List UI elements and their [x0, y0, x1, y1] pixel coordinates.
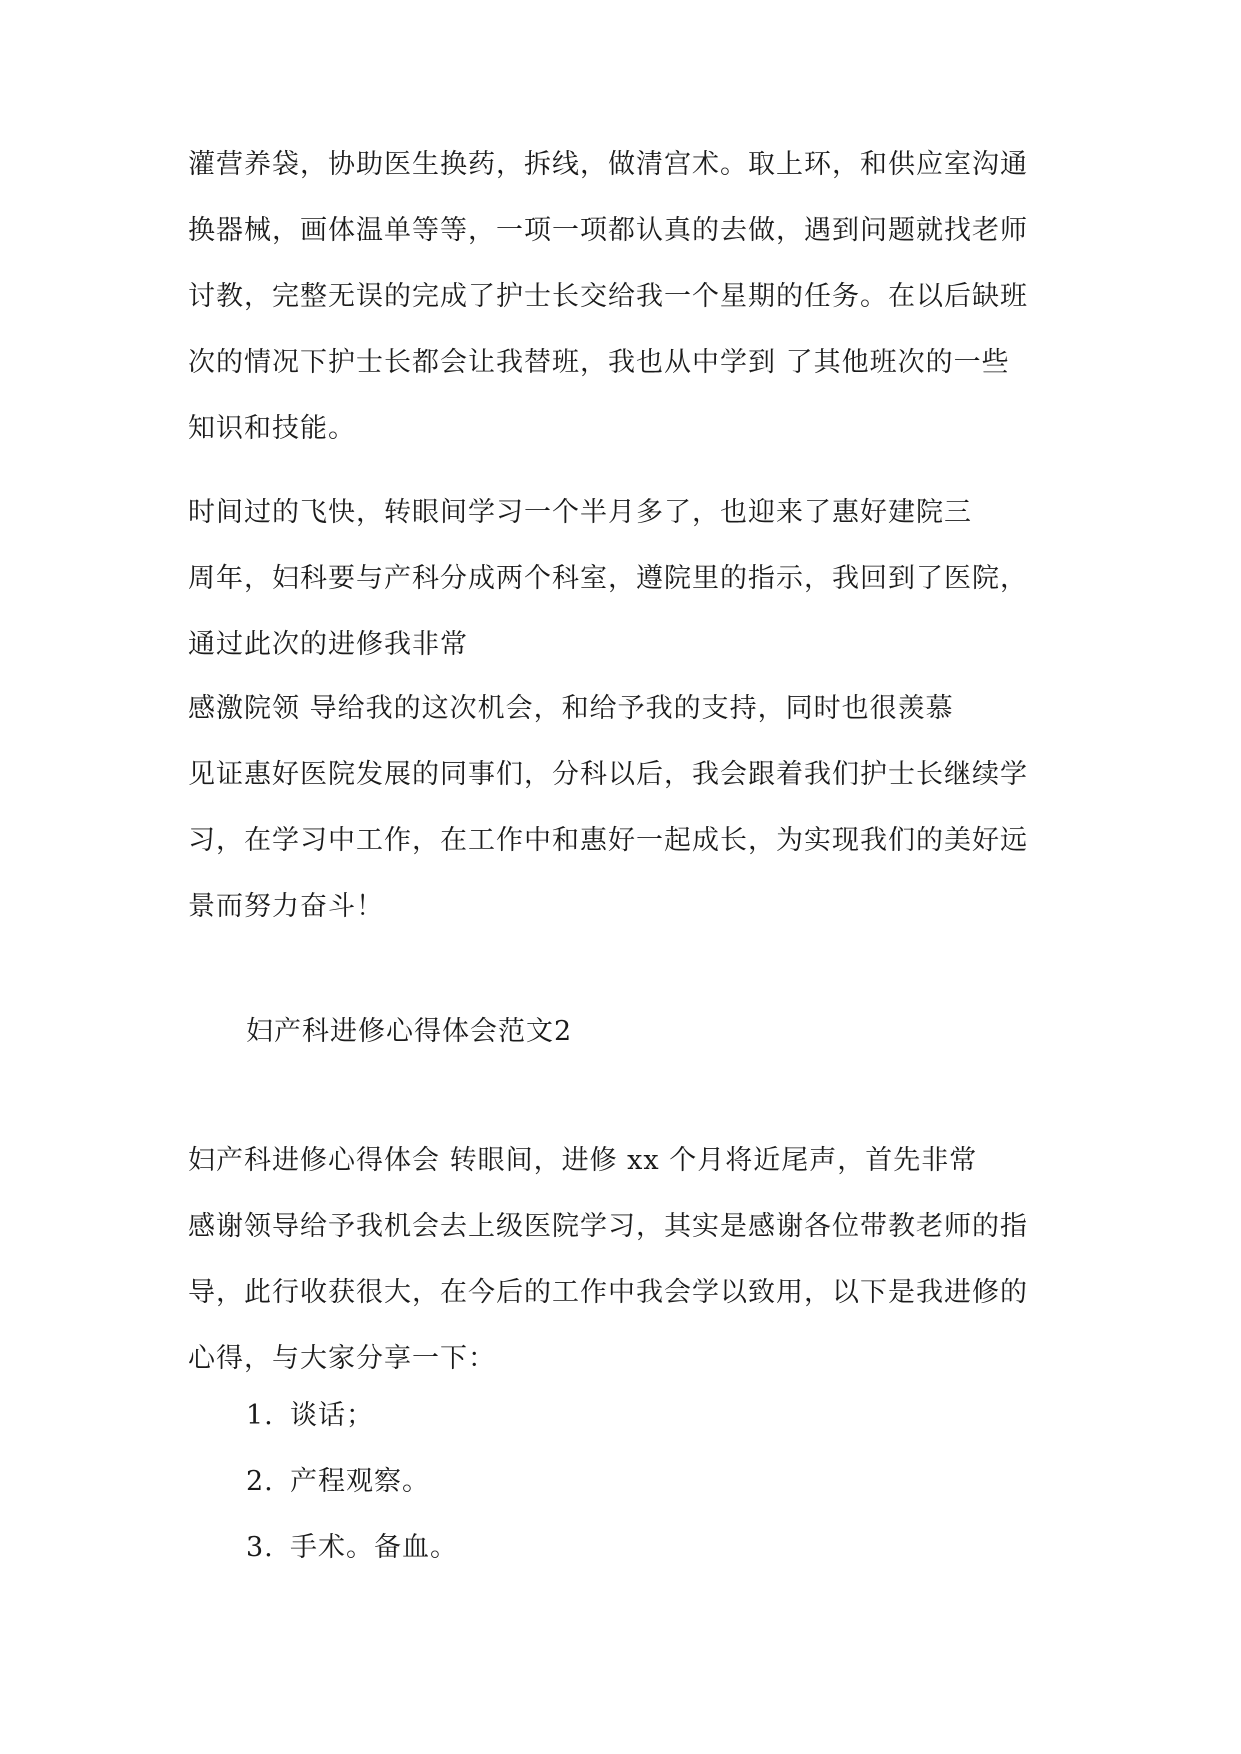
list-item — [246, 1462, 430, 1502]
paragraph-line: 见证惠好医院发展的同事们，分科以后，我会跟着我们护士长继续学 — [188, 759, 1028, 790]
paragraph-line: 感谢领导给予我机会去上级医院学习，其实是感谢各位带教老师的指 — [188, 1211, 1028, 1242]
paragraph-line: 妇产科进修心得体会 转眼间，进修 xx 个月将近尾声，首先非常 — [188, 1145, 978, 1176]
paragraph-line: 知识和技能。 — [188, 413, 356, 444]
paragraph-1 — [188, 132, 1058, 462]
paragraph-line: 景而努力奋斗！ — [188, 891, 384, 922]
paragraph-line: 感激院领 导给我的这次机会，和给予我的支持，同时也很羡慕 — [188, 693, 954, 724]
list-text: 谈话； — [290, 1400, 374, 1431]
list-item — [246, 1396, 374, 1436]
section-heading: 妇产科进修心得体会范文2 — [246, 1016, 573, 1047]
list-number: 3. — [246, 1532, 274, 1563]
paragraph-line: 灌营养袋，协助医生换药，拆线，做清宫术。取上环，和供应室沟通 — [188, 149, 1028, 180]
paragraph-line: 时间过的飞快，转眼间学习一个半月多了，也迎来了惠好建院三 — [188, 497, 972, 528]
paragraph-line: 换器械，画体温单等等，一项一项都认真的去做，遇到问题就找老师 — [188, 215, 1028, 246]
list-item — [246, 1528, 458, 1568]
list-number: 2. — [246, 1466, 274, 1497]
paragraph-line: 心得，与大家分享一下： — [188, 1343, 496, 1374]
paragraph-3 — [188, 676, 1058, 940]
paragraph-2 — [188, 480, 1058, 678]
list-text: 手术。备血。 — [290, 1532, 458, 1563]
paragraph-line: 次的情况下护士长都会让我替班，我也从中学到 了其他班次的一些 — [188, 347, 1010, 378]
list-number: 1. — [246, 1400, 274, 1431]
paragraph-line: 导，此行收获很大，在今后的工作中我会学以致用，以下是我进修的 — [188, 1277, 1028, 1308]
paragraph-line: 讨教，完整无误的完成了护士长交给我一个星期的任务。在以后缺班 — [188, 281, 1028, 312]
paragraph-line: 周年，妇科要与产科分成两个科室，遵院里的指示，我回到了医院， — [188, 563, 1028, 594]
paragraph-4 — [188, 1128, 1058, 1392]
paragraph-line: 习，在学习中工作，在工作中和惠好一起成长，为实现我们的美好远 — [188, 825, 1028, 856]
list-text: 产程观察。 — [290, 1466, 430, 1497]
paragraph-line: 通过此次的进修我非常 — [188, 629, 468, 660]
